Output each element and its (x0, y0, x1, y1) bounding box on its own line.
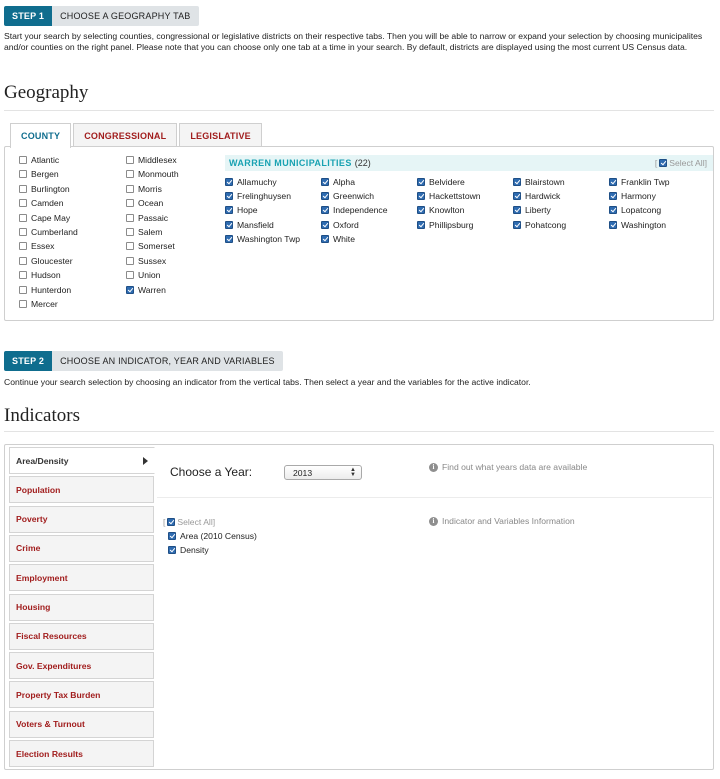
county-checkbox[interactable] (19, 184, 70, 194)
municipality-checkbox[interactable] (417, 177, 465, 187)
checkbox-icon[interactable] (19, 300, 27, 308)
indicator-tab-label: Population (16, 484, 61, 495)
checkbox-label: Blairstown (525, 177, 565, 187)
indicator-tab-label: Crime (16, 543, 41, 554)
county-checkbox[interactable] (19, 213, 70, 223)
county-checkbox[interactable] (19, 285, 71, 295)
checkbox-label: Sussex (138, 255, 167, 266)
arrow-right-icon (143, 457, 148, 465)
select-all-label: Select All] (669, 158, 707, 168)
checkbox-label: Passaic (138, 212, 169, 223)
municipality-checkbox[interactable] (609, 191, 656, 201)
checkbox-icon[interactable] (417, 221, 425, 229)
county-checkbox[interactable] (19, 227, 78, 237)
checkbox-label: Area (2010 Census) (180, 531, 257, 541)
county-checkbox[interactable] (19, 241, 54, 251)
checkbox-label: Cape May (31, 212, 71, 223)
municipality-checkbox[interactable] (321, 177, 355, 187)
indicator-tab-label: Area/Density (16, 455, 69, 466)
checkbox-icon[interactable] (609, 206, 617, 214)
municipalities-title: WARREN MUNICIPALITIES (229, 158, 352, 168)
checkbox-label: Liberty (525, 205, 551, 216)
checkbox-label: Alpha (333, 177, 355, 187)
checkbox-icon[interactable] (19, 214, 27, 222)
county-checkbox[interactable] (126, 256, 166, 266)
step2-bar (4, 351, 283, 371)
checkbox-icon[interactable] (513, 178, 521, 186)
year-select-value: 2013 (293, 467, 313, 478)
county-checkbox[interactable] (19, 299, 58, 309)
geography-panel (4, 146, 714, 321)
municipalities-header (225, 155, 713, 171)
geography-divider (4, 110, 714, 111)
checkbox-label: Cumberland (31, 227, 78, 237)
county-checkbox[interactable] (126, 198, 163, 208)
indicators-panel (4, 444, 714, 770)
years-info-link[interactable] (429, 462, 587, 472)
county-checkbox[interactable] (19, 256, 73, 266)
municipality-checkbox[interactable] (417, 220, 473, 230)
geography-title: Geography (4, 82, 89, 103)
checkbox-icon[interactable] (417, 206, 425, 214)
checkbox-icon[interactable] (321, 178, 329, 186)
checkbox-icon[interactable] (321, 235, 329, 243)
geography-tabs (10, 123, 264, 147)
variables-info-link[interactable] (429, 516, 575, 526)
checkbox-icon[interactable] (19, 199, 27, 207)
checkbox-icon[interactable] (126, 242, 134, 250)
checkbox-icon[interactable] (19, 170, 27, 178)
indicator-tab[interactable] (9, 681, 154, 708)
indicator-tab-label: Gov. Expenditures (16, 660, 92, 671)
checkbox-icon[interactable] (513, 221, 521, 229)
select-all-checkbox-icon[interactable] (659, 159, 667, 167)
county-checkbox[interactable] (126, 227, 162, 237)
checkbox-icon[interactable] (321, 206, 329, 214)
updown-icon: ▲ ▼ (350, 467, 356, 478)
checkbox-label: Pohatcong (525, 219, 567, 230)
checkbox-icon[interactable] (19, 228, 27, 236)
municipality-checkbox[interactable] (225, 220, 274, 230)
checkbox-icon[interactable] (417, 192, 425, 200)
checkbox-icon[interactable] (126, 170, 134, 178)
year-select[interactable] (284, 465, 362, 480)
indicator-tab[interactable] (9, 623, 154, 650)
checkbox-label: Hackettstown (429, 191, 481, 202)
municipality-checkbox[interactable] (609, 220, 666, 230)
indicator-tab[interactable] (9, 535, 154, 562)
checkbox-icon[interactable] (19, 257, 27, 265)
indicator-tab-label: Property Tax Burden (16, 689, 101, 700)
checkbox-label: Phillipsburg (429, 219, 474, 230)
county-checkbox[interactable] (19, 270, 61, 280)
checkbox-label: Density (180, 545, 209, 555)
municipality-checkbox[interactable] (513, 220, 566, 230)
variable-checkbox[interactable] (168, 545, 209, 555)
step2-title: CHOOSE AN INDICATOR, YEAR AND VARIABLES (52, 351, 283, 371)
municipality-checkbox[interactable] (225, 191, 291, 201)
checkbox-icon[interactable] (168, 546, 176, 554)
municipality-checkbox[interactable] (609, 205, 661, 215)
checkbox-label: Hardwick (525, 191, 561, 202)
step1-number: STEP 1 (4, 6, 52, 26)
checkbox-label: Frelinghuysen (237, 191, 291, 202)
municipality-checkbox[interactable] (513, 191, 560, 201)
checkbox-icon[interactable] (225, 178, 233, 186)
indicator-tab-label: Poverty (16, 514, 48, 525)
variables-info-text: Indicator and Variables Information (442, 516, 575, 526)
checkbox-icon[interactable] (126, 257, 134, 265)
checkbox-label: Independence (333, 205, 388, 216)
checkbox-icon[interactable] (126, 156, 134, 164)
municipality-checkbox[interactable] (513, 177, 565, 187)
checkbox-label: Mansfield (237, 219, 274, 230)
checkbox-label: Washington Twp (237, 233, 301, 244)
checkbox-icon[interactable] (19, 286, 27, 294)
indicator-tab[interactable] (9, 652, 154, 679)
checkbox-icon[interactable] (126, 214, 134, 222)
checkbox-label: Greenwich (333, 191, 375, 202)
municipality-checkbox[interactable] (321, 234, 355, 244)
step2-number: STEP 2 (4, 351, 52, 371)
municipality-checkbox[interactable] (321, 205, 387, 215)
checkbox-label: Mercer (31, 299, 58, 309)
checkbox-icon[interactable] (609, 178, 617, 186)
checkbox-icon[interactable] (225, 235, 233, 243)
checkbox-label: Lopatcong (621, 205, 662, 216)
info-icon: i (429, 517, 438, 526)
checkbox-icon[interactable] (417, 178, 425, 186)
municipality-checkbox[interactable] (321, 191, 374, 201)
checkbox-label: Middlesex (138, 155, 177, 165)
indicators-title: Indicators (4, 405, 80, 426)
step1-title: CHOOSE A GEOGRAPHY TAB (52, 6, 198, 26)
info-icon: i (429, 463, 438, 472)
indicator-tab[interactable] (9, 506, 154, 533)
content-divider (157, 497, 712, 498)
tab-legislative[interactable]: LEGISLATIVE (179, 123, 262, 147)
indicator-tab-label: Employment (16, 572, 68, 583)
checkbox-label: Ocean (138, 198, 164, 209)
checkbox-label: Camden (31, 198, 64, 209)
municipalities-count: (22) (354, 158, 371, 168)
checkbox-label: Somerset (138, 241, 175, 252)
select-all-bracket: [ (654, 158, 658, 168)
step2-description: Continue your search selection by choosing an indicator from the vertical tabs. Then select a year and the variables for the active indicator. (4, 377, 531, 387)
indicator-tab-label: Voters & Turnout (16, 719, 85, 730)
checkbox-label: Hope (237, 205, 258, 216)
checkbox-icon[interactable] (19, 156, 27, 164)
checkbox-label: Essex (31, 241, 55, 252)
county-checkbox[interactable] (126, 270, 160, 280)
checkbox-label: Franklin Twp (621, 177, 670, 187)
variables-select-all-checkbox-icon[interactable] (167, 518, 175, 526)
year-label: Choose a Year: (170, 465, 253, 479)
checkbox-icon[interactable] (19, 271, 27, 279)
indicator-tab[interactable] (9, 740, 154, 767)
checkbox-icon[interactable] (168, 532, 176, 540)
checkbox-label: Warren (138, 284, 166, 295)
indicator-tab[interactable] (9, 564, 154, 591)
county-checkbox[interactable] (126, 169, 179, 179)
checkbox-icon[interactable] (126, 271, 134, 279)
checkbox-icon[interactable] (321, 192, 329, 200)
variables-select-all[interactable] (163, 517, 215, 527)
checkbox-icon[interactable] (225, 206, 233, 214)
checkbox-label: Washington (621, 219, 667, 230)
checkbox-icon[interactable] (513, 206, 521, 214)
checkbox-label: Salem (138, 227, 163, 237)
municipality-checkbox[interactable] (225, 234, 300, 244)
indicator-tab-label: Election Results (16, 748, 83, 759)
indicator-tab[interactable] (9, 476, 154, 503)
checkbox-label: Monmouth (138, 169, 179, 180)
checkbox-label: Oxford (333, 219, 359, 230)
county-checkbox[interactable] (126, 285, 166, 295)
indicator-tab-label: Housing (16, 602, 51, 612)
indicator-tab[interactable] (9, 594, 154, 621)
municipality-checkbox[interactable] (513, 205, 551, 215)
checkbox-label: Harmony (621, 191, 656, 202)
tab-county[interactable]: COUNTY (10, 123, 71, 148)
checkbox-label: Allamuchy (237, 177, 277, 187)
county-checkbox[interactable] (126, 213, 168, 223)
municipality-checkbox[interactable] (609, 177, 670, 187)
tab-congressional[interactable]: CONGRESSIONAL (73, 123, 177, 147)
county-checkbox[interactable] (19, 198, 63, 208)
variable-checkbox[interactable] (168, 531, 257, 541)
checkbox-label: Union (138, 270, 161, 281)
checkbox-label: Knowlton (429, 205, 465, 216)
checkbox-icon[interactable] (321, 221, 329, 229)
checkbox-icon[interactable] (126, 199, 134, 207)
county-checkbox[interactable] (19, 169, 59, 179)
checkbox-icon[interactable] (126, 185, 134, 193)
variables-select-all-label: Select All] (177, 517, 216, 527)
checkbox-icon[interactable] (225, 221, 233, 229)
indicator-tab-label: Fiscal Resources (16, 631, 87, 642)
checkbox-label: White (333, 233, 355, 244)
county-checkbox[interactable] (126, 241, 175, 251)
indicator-tab[interactable] (9, 711, 154, 738)
checkbox-label: Bergen (31, 169, 59, 180)
checkbox-icon[interactable] (19, 242, 27, 250)
municipality-checkbox[interactable] (417, 191, 481, 201)
checkbox-icon[interactable] (609, 192, 617, 200)
years-info-text: Find out what years data are available (442, 462, 588, 472)
county-checkbox[interactable] (19, 155, 59, 165)
checkbox-icon[interactable] (19, 185, 27, 193)
municipality-checkbox[interactable] (225, 205, 258, 215)
variables-select-all-bracket: [ (163, 517, 166, 527)
indicators-divider (4, 431, 714, 432)
municipality-checkbox[interactable] (225, 177, 277, 187)
checkbox-label: Hunterdon (31, 284, 72, 295)
county-checkbox[interactable] (126, 155, 177, 165)
checkbox-icon[interactable] (609, 221, 617, 229)
checkbox-icon[interactable] (126, 286, 134, 294)
step1-description: Start your search by selecting counties, congressional or legislative districts on their respective tabs. Then you will be able to narrow or expand your selection by choosing municipalites and/or counties on the right panel. Please note that you can choose only one tab at a time in your search. By default, districts are displayed using the most current US Census data. (4, 31, 703, 52)
county-checkbox[interactable] (126, 184, 162, 194)
indicator-tab[interactable] (9, 447, 155, 474)
checkbox-label: Atlantic (31, 155, 60, 165)
checkbox-icon[interactable] (513, 192, 521, 200)
checkbox-label: Hudson (31, 270, 61, 281)
municipality-checkbox[interactable] (417, 205, 464, 215)
municipality-checkbox[interactable] (321, 220, 359, 230)
checkbox-label: Gloucester (31, 255, 73, 266)
checkbox-icon[interactable] (225, 192, 233, 200)
municipalities-select-all[interactable] (655, 158, 707, 168)
checkbox-label: Morris (138, 183, 162, 194)
checkbox-label: Belvidere (429, 177, 465, 187)
step1-bar (4, 6, 199, 26)
checkbox-icon[interactable] (126, 228, 134, 236)
checkbox-label: Burlington (31, 183, 70, 194)
